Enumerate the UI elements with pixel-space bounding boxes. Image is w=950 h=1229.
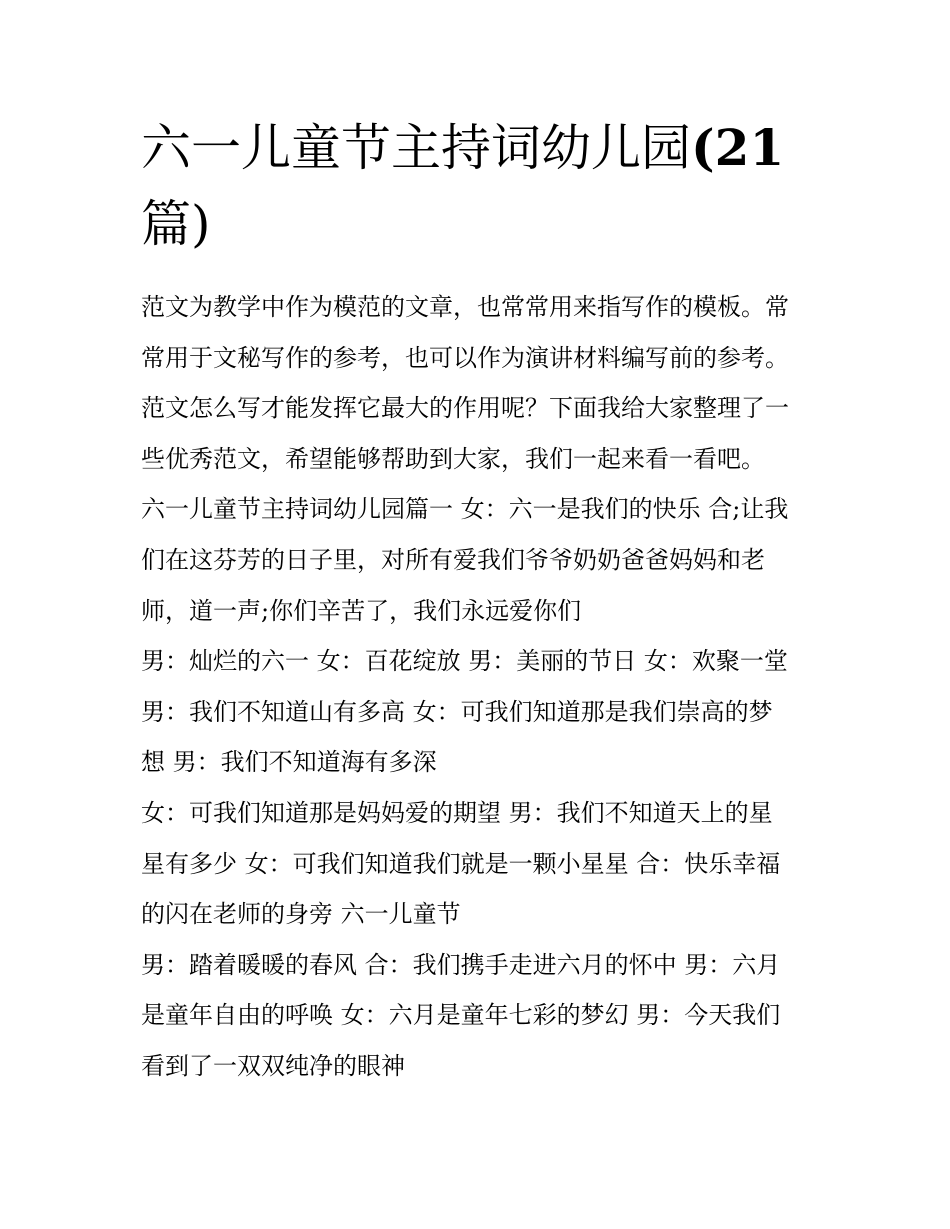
text-line: 男：踏着暖暖的春风 合：我们携手走进六月的怀中 男：六月 (141, 950, 781, 979)
text-line: 些优秀范文，希望能够帮助到大家，我们一起来看一看吧。 (141, 444, 765, 473)
text-line: 星有多少 女：可我们知道我们就是一颗小星星 合：快乐幸福 (141, 849, 781, 878)
text-line: 的闪在老师的身旁 六一儿童节 (141, 900, 461, 929)
text-line: 男：我们不知道山有多高 女：可我们知道那是我们崇高的梦 (141, 697, 773, 726)
document-body (141, 282, 821, 1092)
title-text: 六一儿童节主持词幼儿园 (141, 119, 691, 177)
title-line-2: 篇) (141, 195, 211, 253)
paragraph-dialogue-3 (141, 940, 821, 1092)
text-line: 常用于文秘写作的参考，也可以作为演讲材料编写前的参考。 (141, 343, 789, 372)
document-title (141, 110, 821, 262)
text-line: 想 男：我们不知道海有多深 (141, 748, 437, 777)
paragraph-intro (141, 282, 821, 484)
text-line: 师，道一声;你们辛苦了，我们永远爱你们 (141, 596, 582, 625)
title-count: (21 (691, 118, 785, 177)
text-line: 男：灿烂的六一 女：百花绽放 男：美丽的节日 女：欢聚一堂 (141, 647, 788, 676)
text-line: 范文为教学中作为模范的文章，也常常用来指写作的模板。常 (141, 293, 789, 321)
paragraph-dialogue-2 (141, 788, 821, 940)
paragraph-section-one (141, 484, 821, 636)
text-line: 们在这芬芳的日子里，对所有爱我们爷爷奶奶爸爸妈妈和老 (141, 545, 765, 574)
paragraph-dialogue-1 (141, 636, 821, 788)
text-line: 女：可我们知道那是妈妈爱的期望 男：我们不知道天上的星 (141, 798, 773, 827)
text-line: 六一儿童节主持词幼儿园篇一 女：六一是我们的快乐 合;让我 (141, 495, 789, 524)
text-line: 是童年自由的呼唤 女：六月是童年七彩的梦幻 男：今天我们 (141, 1001, 781, 1030)
text-line: 看到了一双双纯净的眼神 (141, 1051, 405, 1080)
text-line: 范文怎么写才能发挥它最大的作用呢？下面我给大家整理了一 (141, 394, 789, 423)
